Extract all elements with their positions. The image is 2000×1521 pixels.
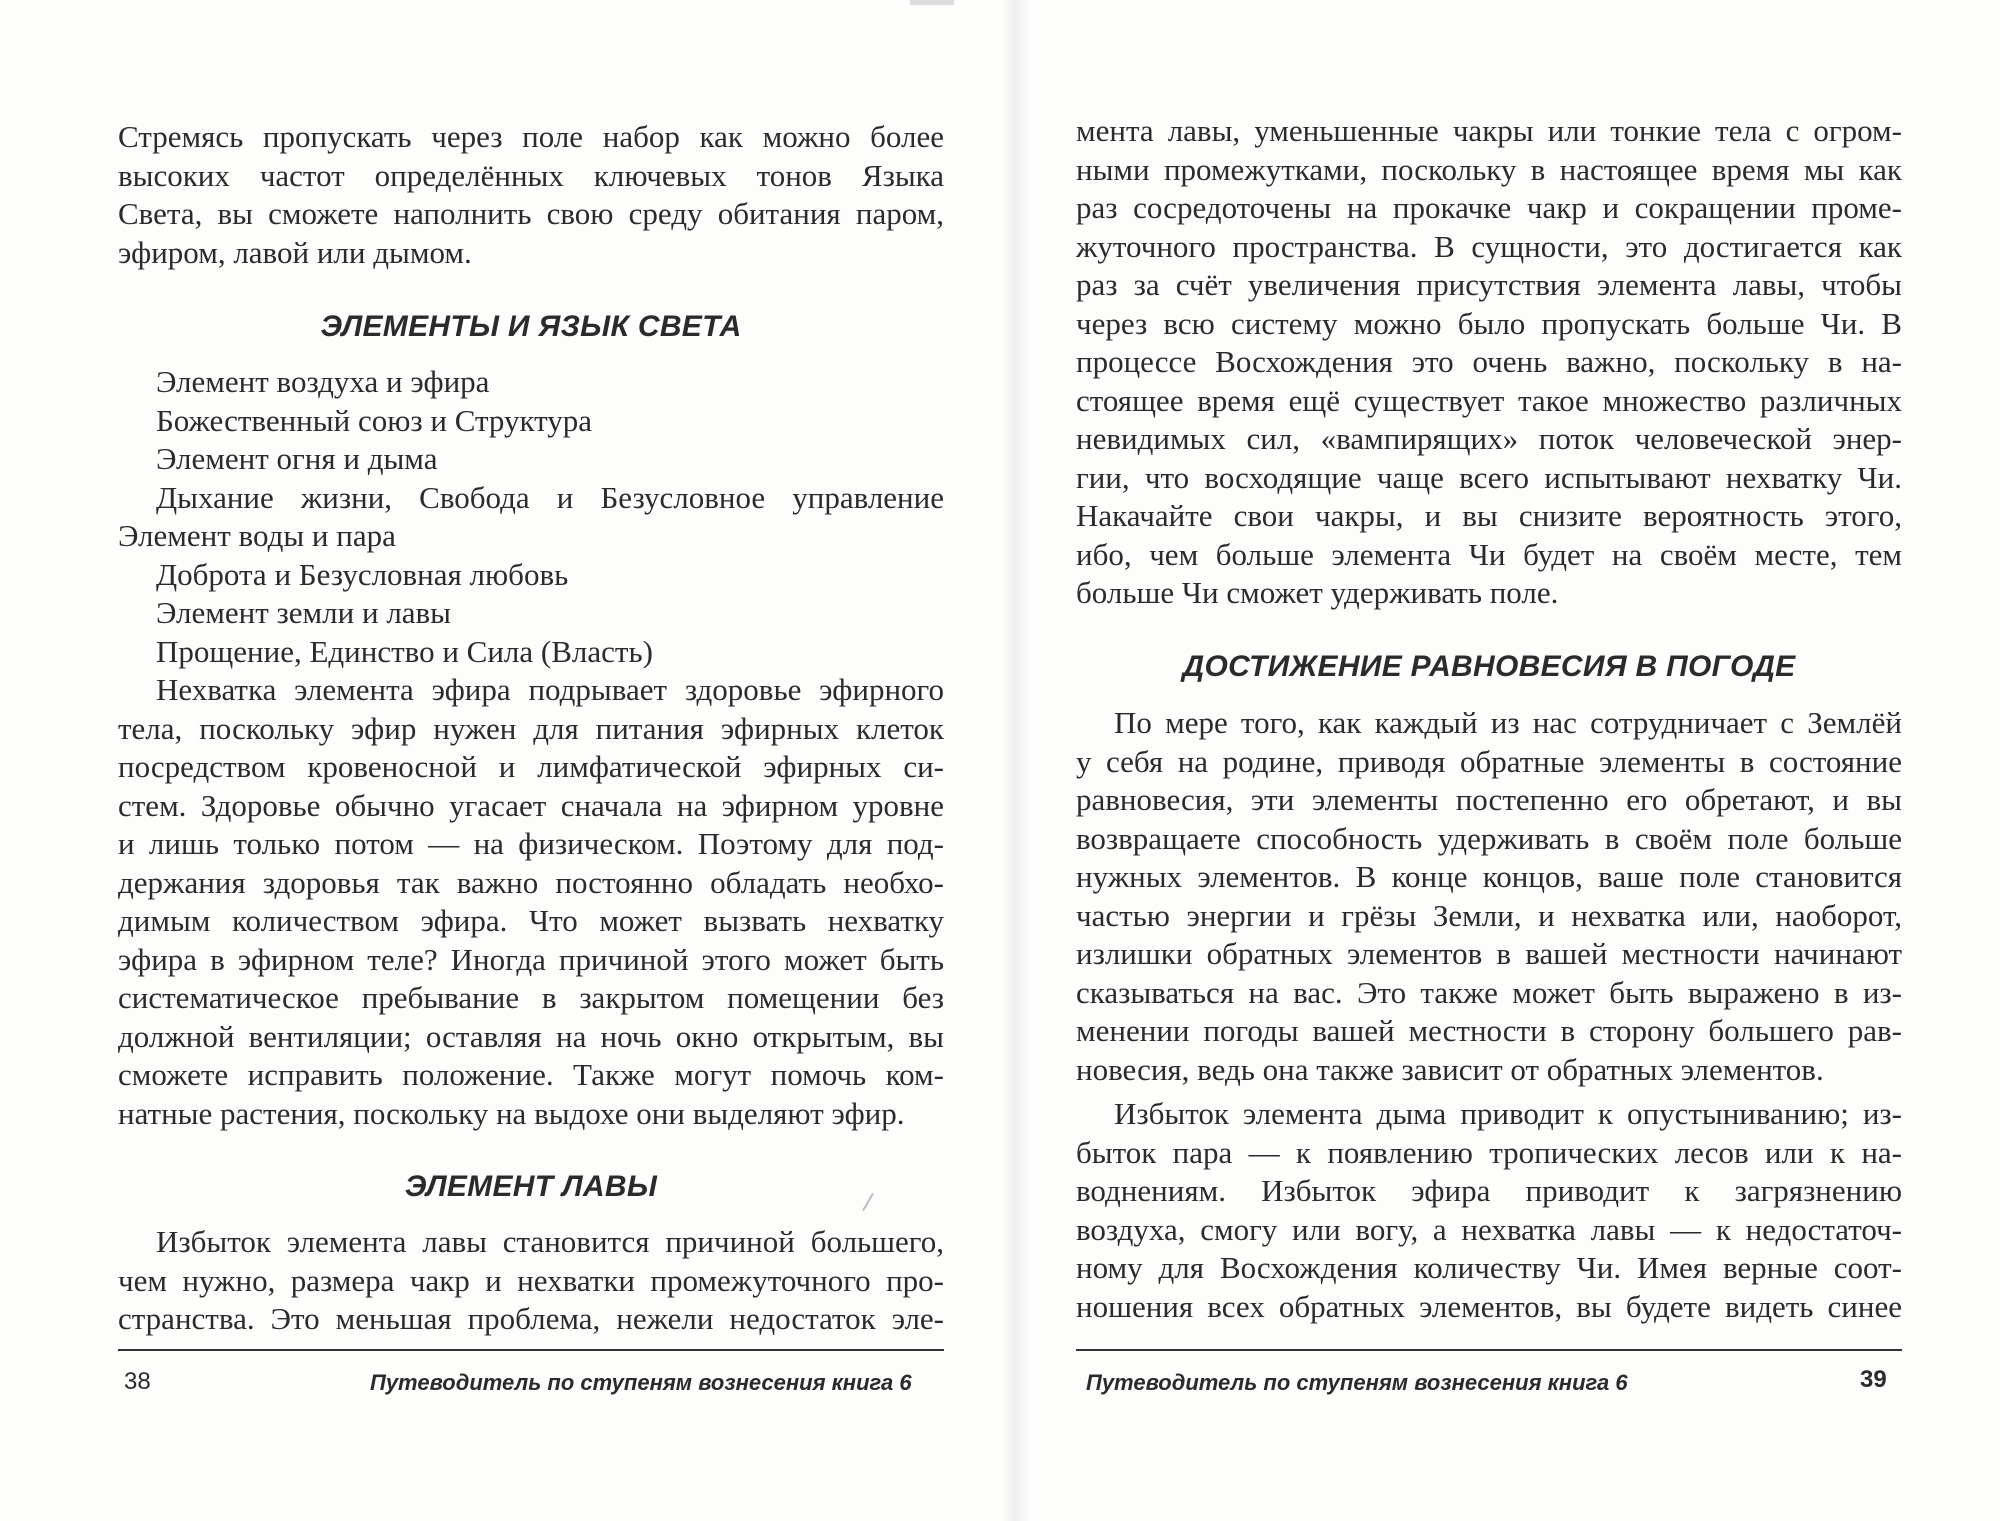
- text-line: излишки обратных элементов в вашей местности начинают: [1076, 936, 1902, 971]
- text-line: нужных элементов. В конце концов, ваше поле становится: [1076, 859, 1902, 894]
- text-line: сможете исправить положение. Также могут помочь ком-: [118, 1057, 944, 1092]
- list-item: Божественный союз и Структура: [156, 402, 593, 438]
- text-line: Света, вы сможете наполнить свою среду обитания паром,: [118, 196, 944, 231]
- text-line: и лишь только потом — на физическом. Поэтому для под-: [118, 826, 944, 861]
- left-page-number: 38: [124, 1368, 151, 1395]
- text-line: ношения всех обратных элементов, вы будете видеть синее: [1076, 1288, 1902, 1324]
- intro-paragraph: [118, 118, 944, 272]
- text-line: невидимых сил, «вампирящих» поток человеческой энер-: [1076, 421, 1902, 456]
- text-line: высоких частот определённых ключевых тонов Языка: [118, 157, 944, 193]
- text-line: держания здоровья так важно постоянно обладать необхо-: [118, 864, 944, 900]
- list-item: Элемент земли и лавы: [156, 595, 452, 630]
- text-line: у себя на родине, приводя обратные элементы в состояние: [1076, 743, 1902, 779]
- text-line: воздуха, смогу или вогу, а нехватка лавы — к недостаточ-: [1076, 1211, 1902, 1247]
- text-line: ному для Восхождения количеству Чи. Имея верные соот-: [1076, 1250, 1902, 1285]
- text-line: эфиром, лавой или дымом.: [118, 234, 472, 270]
- list-item: Элемент огня и дыма: [156, 441, 438, 476]
- right-footer-title: Путеводитель по ступеням вознесения книга 6: [1086, 1370, 1628, 1395]
- text-line: Стремясь пропускать через поле набор как можно более: [118, 119, 944, 154]
- text-line: менении погоды вашей местности в сторону большего рав-: [1076, 1013, 1902, 1048]
- heading-weather-balance: ДОСТИЖЕНИЕ РАВНОВЕСИЯ В ПОГОДЕ: [1182, 650, 1796, 683]
- text-line: возвращаете способность удерживать в своём поле больше: [1076, 820, 1902, 856]
- list-item: Прощение, Единство и Сила (Власть): [156, 633, 653, 669]
- text-line: равновесия, эти элементы постепенно его обретают, и вы: [1076, 782, 1902, 817]
- continuation-paragraph: [1076, 112, 1902, 613]
- list-item: Элемент воздуха и эфира: [156, 364, 490, 399]
- list-item: Элемент воды и пара: [118, 518, 396, 553]
- lava-paragraph: [118, 1223, 944, 1339]
- right-page-number: 39: [1860, 1366, 1887, 1393]
- text-line: мента лавы, уменьшенные чакры или тонкие тела с огром-: [1076, 113, 1902, 148]
- text-line: воднениям. Избыток эфира приводит к загрязнению: [1076, 1173, 1902, 1208]
- list-item: Дыхание жизни, Свобода и Безусловное управление: [156, 479, 944, 515]
- left-footer-title: Путеводитель по ступеням вознесения книга 6: [370, 1370, 912, 1395]
- text-line: Накачайте свои чакры, и вы снизите вероятность этого,: [1076, 498, 1902, 533]
- text-line: эфира в эфирном теле? Иногда причиной этого может быть: [118, 941, 944, 977]
- right-footer-rule: [1076, 1349, 1902, 1351]
- text-line: раз сосредоточены на прокачке чакр и сокращении проме-: [1076, 190, 1902, 225]
- heading-lava-element: ЭЛЕМЕНТ ЛАВЫ: [404, 1170, 658, 1203]
- text-line: ибо, чем больше элемента Чи будет на своём месте, тем: [1076, 536, 1902, 572]
- text-line: Избыток элемента лавы становится причиной большего,: [156, 1224, 944, 1259]
- elements-list: [118, 363, 944, 671]
- left-page: [118, 0, 944, 1521]
- text-line: больше Чи сможет удерживать поле.: [1076, 575, 1559, 610]
- right-page: [1076, 0, 1902, 1521]
- text-line: стем. Здоровье обычно угасает сначала на эфирном уровне: [118, 787, 944, 823]
- left-footer-rule: [118, 1349, 944, 1351]
- text-line: систематическое пребывание в закрытом помещении без: [118, 980, 944, 1015]
- text-line: сказываться на вас. Это также может быть выражено в из-: [1076, 974, 1902, 1010]
- text-line: тела, поскольку эфир нужен для питания эфирных клеток: [118, 710, 944, 746]
- text-line: жуточного пространства. В сущности, это достигается как: [1076, 228, 1902, 264]
- text-line: частью энергии и грёзы Земли, и нехватка или, наоборот,: [1076, 897, 1902, 933]
- text-line: чем нужно, размера чакр и нехватки промежуточного про-: [118, 1262, 944, 1298]
- text-line: через всю систему можно было пропускать больше Чи. В: [1076, 305, 1902, 341]
- text-line: раз за счёт увеличения присутствия элемента лавы, чтобы: [1076, 267, 1902, 302]
- heading-elements-and-language: ЭЛЕМЕНТЫ И ЯЗЫК СВЕТА: [320, 310, 742, 343]
- ether-paragraph: [118, 671, 944, 1133]
- text-line: посредством кровеносной и лимфатической эфирных си-: [118, 749, 944, 784]
- text-line: странства. Это меньшая проблема, нежели недостаток эле-: [118, 1301, 944, 1336]
- text-line: димым количеством эфира. Что может вызвать нехватку: [118, 903, 944, 938]
- excess-paragraph: [1076, 1095, 1902, 1326]
- book-gutter: [1000, 0, 1030, 1521]
- text-line: По мере того, как каждый из нас сотрудничает с Землёй: [1114, 705, 1902, 740]
- text-line: Нехватка элемента эфира подрывает здоровье эфирного: [156, 672, 944, 707]
- weather-paragraph: [1076, 704, 1902, 1089]
- text-line: должной вентиляции; оставляя на ночь окно открытым, вы: [118, 1018, 944, 1054]
- text-line: стоящее время ещё существует такое множество различных: [1076, 382, 1902, 418]
- text-line: ными промежутками, поскольку в настоящее время мы как: [1076, 151, 1902, 187]
- list-item: Доброта и Безусловная любовь: [156, 556, 569, 592]
- text-line: гии, что восходящие чаще всего испытывают нехватку Чи.: [1076, 459, 1902, 495]
- text-line: быток пара — к появлению тропических лесов или к на-: [1076, 1134, 1902, 1170]
- text-line: натные растения, поскольку на выдохе они выделяют эфир.: [118, 1095, 905, 1131]
- text-line: новесия, ведь она также зависит от обратных элементов.: [1076, 1051, 1824, 1087]
- text-line: процессе Восхождения это очень важно, поскольку в на-: [1076, 344, 1902, 379]
- text-line: Избыток элемента дыма приводит к опустыниванию; из-: [1114, 1096, 1902, 1131]
